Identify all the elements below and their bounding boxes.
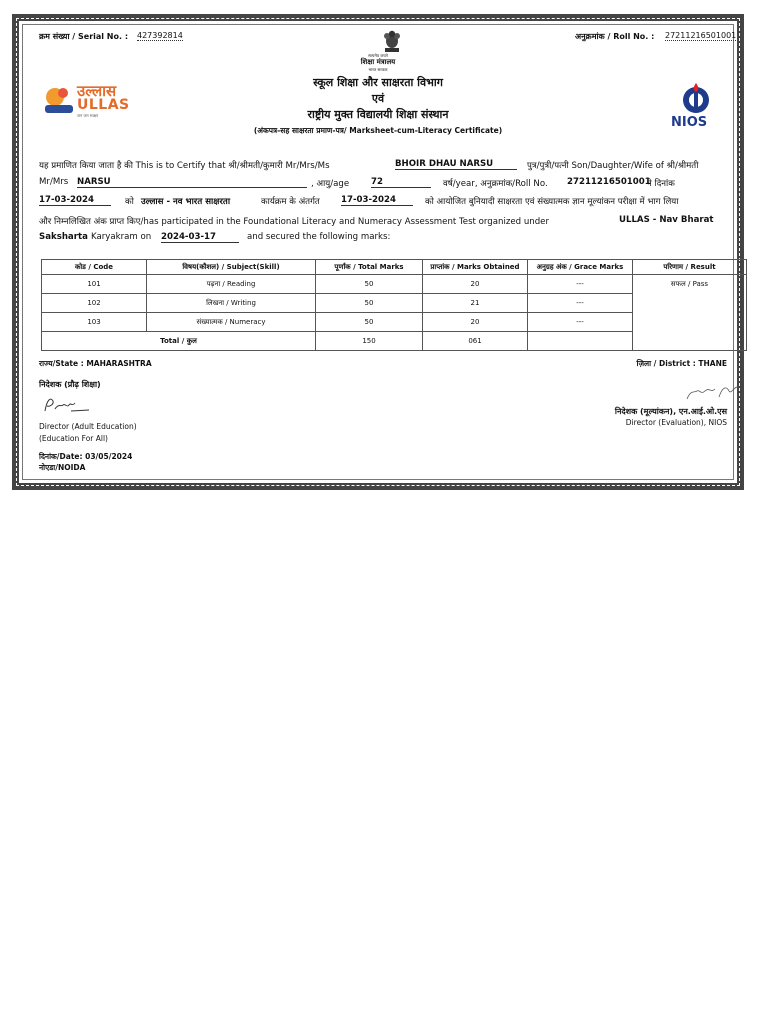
body-line2-date-label: ने दिनांक <box>647 179 675 189</box>
nios-logo <box>667 83 727 133</box>
body-line2-prefix: Mr/Mrs <box>39 177 69 187</box>
serial-label: क्रम संख्या / Serial No. : <box>39 32 129 41</box>
exam-date-3: 2024-03-17 <box>161 232 239 243</box>
ullas-english: ULLAS <box>77 97 130 113</box>
body-line5-secured: and secured the following marks: <box>247 232 391 242</box>
signature-evaluation <box>683 379 745 405</box>
cell-total: 50 <box>316 275 423 294</box>
parent-name: NARSU <box>77 177 307 188</box>
header-grace-marks: अनुग्रह अंक / Grace Marks <box>528 260 633 275</box>
director-adult-education-hindi: निदेशक (प्रौढ़ शिक्षा) <box>39 380 101 389</box>
cell-total-obtained: 061 <box>423 332 528 351</box>
document-type: (अंकपत्र-सह साक्षरता प्रमाण-पत्र/ Marksheet-cum-Literacy Certificate) <box>253 126 503 135</box>
cell-obtained: 21 <box>423 294 528 313</box>
cell-total-label: Total / कुल <box>42 332 316 351</box>
header-subject: विषय(कौशल) / Subject(Skill) <box>147 260 316 275</box>
nios-text: NIOS <box>671 115 708 130</box>
signature-adult-education <box>41 393 93 417</box>
director-evaluation-hindi: निदेशक (मूल्यांकन), एन.आई.ओ.एस <box>614 407 727 416</box>
government-name: भारत सरकार <box>368 67 388 72</box>
header-code: कोड / Code <box>42 260 147 275</box>
director-adult-education-english: Director (Adult Education) <box>39 422 137 431</box>
cell-subject: संख्यात्मक / Numeracy <box>147 313 316 332</box>
cell-code: 103 <box>42 313 147 332</box>
body-line2-roll-label: वर्ष/year, अनुक्रमांक/Roll No. <box>443 179 548 189</box>
candidate-name: BHOIR DHAU NARSU <box>395 159 517 170</box>
candidate-age: 72 <box>371 177 431 188</box>
emblem-motto: सत्यमेव जयते <box>368 53 388 58</box>
cell-total: 50 <box>316 294 423 313</box>
roll-number-top: 27211216501001 <box>665 31 737 40</box>
exam-date-1: 17-03-2024 <box>39 195 111 206</box>
table-row <box>42 275 747 294</box>
and-connector: एवं <box>371 92 385 105</box>
header-result: परिणाम / Result <box>633 260 747 275</box>
ullas-tagline: जन जन साक्षर <box>77 113 99 118</box>
roll-label: अनुक्रमांक / Roll No. : <box>575 32 655 41</box>
header-total-marks: पूर्णांक / Total Marks <box>316 260 423 275</box>
body-line5-on: Karyakram on <box>91 232 152 242</box>
institute-name: राष्ट्रीय मुक्त विद्यालयी शिक्षा संस्थान <box>307 108 449 121</box>
cell-total-marks: 150 <box>316 332 423 351</box>
ullas-figure-icon <box>41 85 77 115</box>
ullas-hindi: उल्लास <box>77 82 117 100</box>
body-line1-relation: पुत्र/पुत्री/पत्नी Son/Daughter/Wife of श्री/श्रीमती <box>527 161 699 171</box>
ullas-logo <box>41 83 141 119</box>
cell-total-grace <box>528 332 633 351</box>
certificate-inner-border <box>22 24 737 480</box>
director-evaluation-english: Director (Evaluation), NIOS <box>625 418 727 427</box>
cell-grace: --- <box>528 275 633 294</box>
candidate-roll: 27211216501001 <box>567 177 651 187</box>
body-line3-under: कार्यक्रम के अंतर्गत <box>261 197 320 207</box>
cell-code: 102 <box>42 294 147 313</box>
header-marks-obtained: प्राप्तांक / Marks Obtained <box>423 260 528 275</box>
body-line2-age-label: , आयु/age <box>311 179 350 189</box>
body-line3-rest: को आयोजित बुनियादी साक्षरता एवं संख्यात्मक ज्ञान मूल्यांकन परीक्षा में भाग लिया <box>425 197 679 207</box>
issue-place: नोएडा/NOIDA <box>39 463 86 472</box>
cell-obtained: 20 <box>423 313 528 332</box>
certificate <box>12 14 744 490</box>
cell-result: सफल / Pass <box>633 275 747 351</box>
national-emblem-icon <box>381 28 403 56</box>
cell-obtained: 20 <box>423 275 528 294</box>
marks-table <box>41 259 747 351</box>
serial-number: 427392814 <box>137 31 183 40</box>
district-label: ज़िला / District : THANE <box>636 359 727 368</box>
exam-date-2: 17-03-2024 <box>341 195 413 206</box>
body-line4: और निम्नलिखित अंक प्राप्त किए/has participated in the Foundational Literacy and Numeracy Assessment Test organized under <box>39 217 550 227</box>
table-header-row <box>42 260 747 275</box>
cell-grace: --- <box>528 313 633 332</box>
cell-grace: --- <box>528 294 633 313</box>
body-line1-intro: यह प्रमाणित किया जाता है की This is to Certify that श्री/श्रीमती/कुमारी Mr/Mrs/Ms <box>39 161 330 171</box>
state-label: राज्य/State : MAHARASHTRA <box>39 359 152 368</box>
cell-total: 50 <box>316 313 423 332</box>
cell-subject: लिखना / Writing <box>147 294 316 313</box>
education-for-all: (Education For All) <box>39 434 108 443</box>
nios-emblem-icon <box>681 83 711 115</box>
program-name-english-1: ULLAS - Nav Bharat <box>619 215 714 225</box>
issue-date: दिनांक/Date: 03/05/2024 <box>39 452 133 461</box>
body-line3-ko: को <box>125 197 134 207</box>
cell-subject: पढ़ना / Reading <box>147 275 316 294</box>
cell-code: 101 <box>42 275 147 294</box>
department-name: स्कूल शिक्षा और साक्षरता विभाग <box>313 76 443 89</box>
program-name-hindi: उल्लास - नव भारत साक्षरता <box>141 197 231 207</box>
ministry-name: शिक्षा मंत्रालय <box>360 58 396 66</box>
program-name-english-2: Saksharta <box>39 232 88 242</box>
